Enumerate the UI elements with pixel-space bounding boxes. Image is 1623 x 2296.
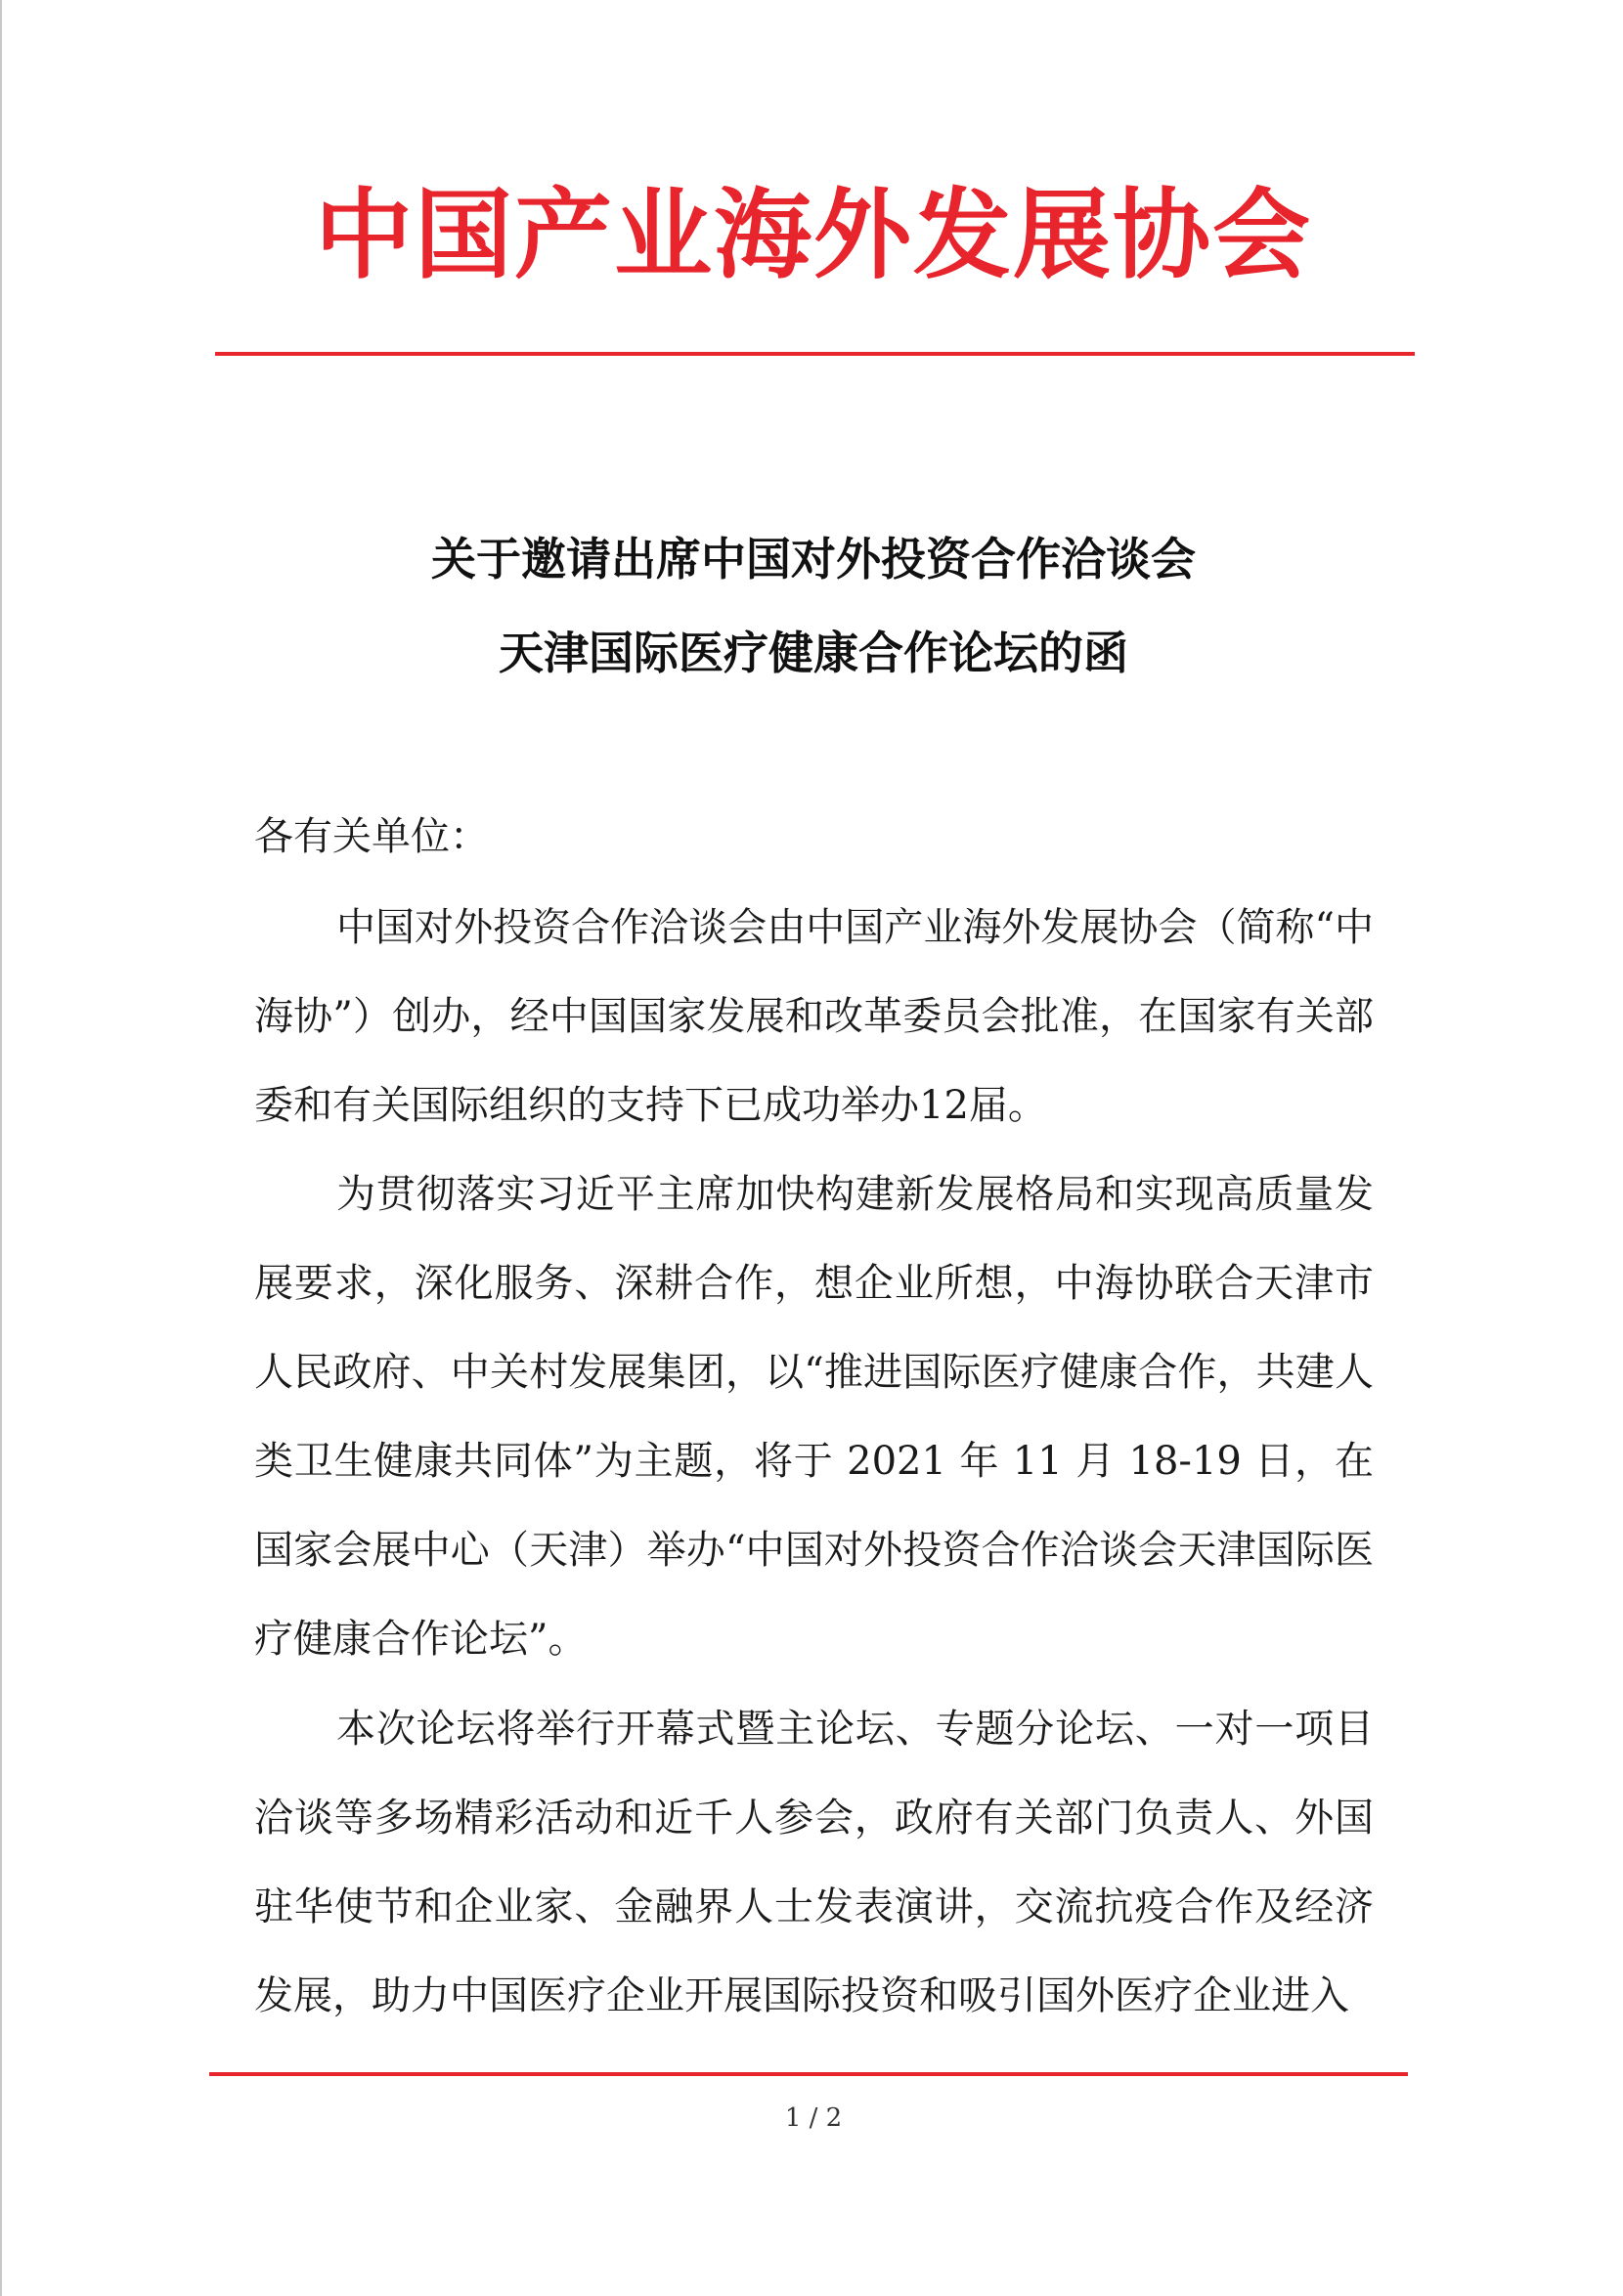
body-paragraph: 中国对外投资合作洽谈会由中国产业海外发展协会（简称“中海协”）创办，经中国国家发展和改革委员会批准，在国家有关部委和有关国际组织的支持下已成功举办12届。	[254, 905, 1374, 1128]
letterhead-org-name: 中国产业海外发展协会	[315, 177, 1312, 292]
document-title-line-2: 天津国际医疗健康合作论坛的函	[499, 627, 1128, 679]
body-paragraph: 本次论坛将举行开幕式暨主论坛、专题分论坛、一对一项目洽谈等多场精彩活动和近千人参会，政府有关部门负责人、外国驻华使节和企业家、金融界人士发表演讲，交流抗疫合作及经济发展，助力中国医疗企业开展国际投资和吸引国外医疗企业进入	[254, 1707, 1374, 2018]
letterhead-divider	[215, 352, 1415, 356]
page-number: 1 / 2	[784, 2103, 843, 2133]
footer-divider	[209, 2072, 1408, 2076]
body-paragraph: 为贯彻落实习近平主席加快构建新发展格局和实现高质量发展要求，深化服务、深耕合作，想企业所想，中海协联合天津市人民政府、中关村发展集团，以“推进国际医疗健康合作，共建人类卫生健康共同体”为主题，将于 2021 年 11 月 18-19 日，在国家会展中心（天津）举办“中国对外投资合作洽谈会天津国际医疗健康合作论坛”。	[254, 1172, 1374, 1662]
document-title-line-1: 关于邀请出席中国对外投资合作洽谈会	[431, 533, 1196, 585]
salutation: 各有关单位：	[254, 814, 489, 859]
